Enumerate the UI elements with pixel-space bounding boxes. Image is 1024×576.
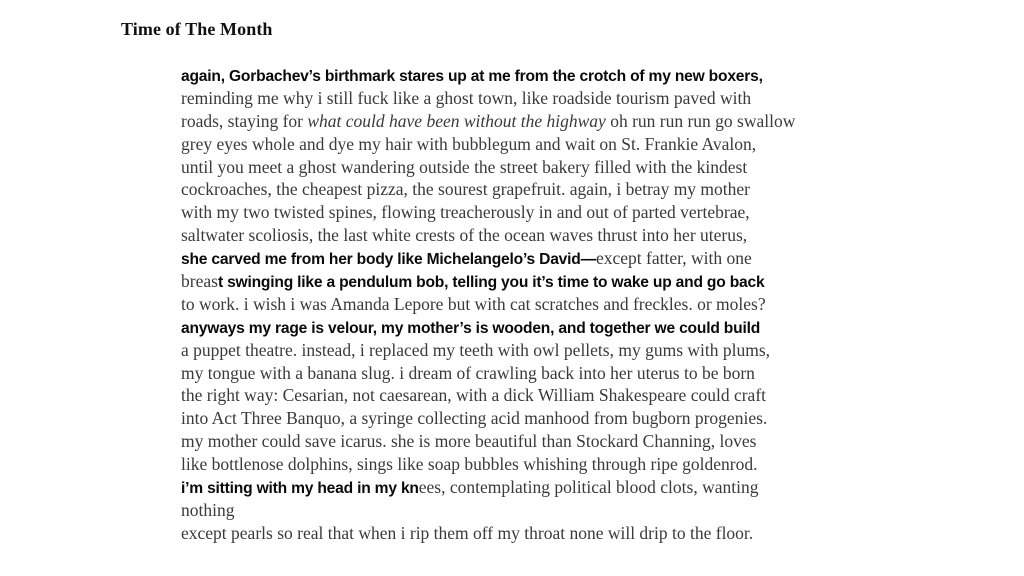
poem-line: [181, 453, 861, 476]
poem-text-bold: she carved me from her body like Michelangelo’s David—: [181, 251, 596, 269]
poem-line: [181, 133, 861, 156]
poem-line: [181, 430, 861, 453]
poem-text: my mother could save icarus. she is more beautiful than Stockard Channing, loves: [181, 431, 757, 452]
poem-text: oh run run run go swallow: [605, 110, 796, 131]
poem-line: [181, 407, 861, 430]
poem-text: like bottlenose dolphins, sings like soap bubbles whishing through ripe goldenrod.: [181, 454, 758, 475]
poem-text-bold: t swinging like a pendulum bob, telling you it’s time to wake up and go back: [217, 274, 765, 292]
poem-line: [181, 476, 861, 499]
poem-line: [181, 270, 861, 293]
poem-text: reminding me why i still fuck like a ghost town, like roadside tourism paved with: [181, 87, 752, 108]
poem-line: [181, 247, 861, 270]
poem-line: [181, 384, 861, 407]
poem-title: Time of The Month: [121, 19, 273, 39]
poem-line: [181, 224, 861, 247]
poem-text: breas: [181, 271, 218, 292]
poem-body: [181, 64, 861, 545]
poem-text: grey eyes whole and dye my hair with bubblegum and wait on St. Frankie Avalon,: [181, 133, 757, 154]
poem-line: [181, 499, 861, 522]
poem-text: into Act Three Banquo, a syringe collecting acid manhood from bugborn progenies.: [181, 408, 768, 429]
poem-text: saltwater scoliosis, the last white crests of the ocean waves thrust into her uterus,: [181, 225, 748, 246]
poem-text: roads, staying for: [181, 110, 308, 131]
poem-text: my tongue with a banana slug. i dream of crawling back into her uterus to be born: [181, 362, 755, 383]
poem-text: except pearls so real that when i rip them off my throat none will drip to the floor.: [181, 522, 754, 543]
poem-text: the right way: Cesarian, not caesarean, with a dick William Shakespeare could craft: [181, 385, 767, 406]
poem-text: until you meet a ghost wandering outside the street bakery filled with the kindest: [181, 156, 748, 177]
poem-text: to work. i wish i was Amanda Lepore but with cat scratches and freckles. or moles?: [181, 293, 766, 314]
poem-text-bold: again, Gorbachev’s birthmark stares up at me from the crotch of my new boxers,: [181, 68, 763, 85]
poem-text: with my two twisted spines, flowing treacherously in and out of parted vertebrae,: [181, 202, 750, 223]
poem-text: except fatter, with one: [596, 248, 752, 269]
poem-line: [181, 87, 861, 110]
poem-line: [181, 316, 861, 339]
poem-text-bold: i’m sitting with my head in my kn: [181, 480, 419, 498]
poem-line: [181, 156, 861, 179]
poem-text-bold: anyways my rage is velour, my mother’s is wooden, and together we could build: [181, 319, 761, 337]
poem-text-italic: what could have been without the highway: [307, 110, 606, 131]
poem-line: [181, 64, 861, 87]
poem-line: [181, 178, 861, 201]
poem-line: [181, 201, 861, 224]
poem-line: [181, 362, 861, 385]
poem-text: nothing: [181, 499, 235, 520]
poem-text: cockroaches, the cheapest pizza, the sourest grapefruit. again, i betray my mother: [181, 179, 750, 200]
poem-text: a puppet theatre. instead, i replaced my teeth with owl pellets, my gums with plums,: [181, 339, 771, 360]
poem-line: [181, 522, 861, 545]
poem-text: ees, contemplating political blood clots, wanting: [418, 477, 759, 498]
poem-line: [181, 293, 861, 316]
poem-line: [181, 110, 861, 133]
poem-line: [181, 339, 861, 362]
